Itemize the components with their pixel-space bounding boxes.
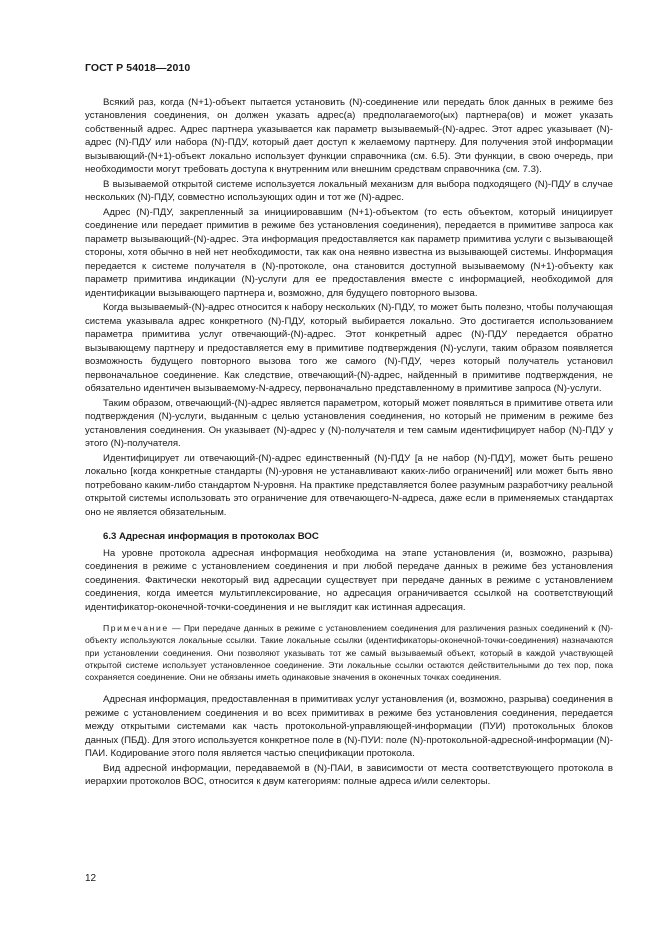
note-label: Примечание [103,623,169,634]
paragraph: Адрес (N)-ПДУ, закрепленный за инициировавшим (N+1)-объектом (то есть объектом, который инициирует соединение или передает примитив в режиме без установления соединения), передается в примитиве запроса как параметр вызывающий-(N)-адрес. Эта информация предоставляется как параметр примитива услуги с вызывающей стороны, хотя обычно в ней нет необходимости, так как она неявно известна из вызывающей системы. Информация передается к системе получателя в (N)-протоколе, она становится доступной вызываемому (N+1)-объекту как параметр примитива индикации (N)-услуги для ее предоставления вместе с информацией, необходимой для идентификации вызывающего партнера и, возможно, для будущего повторного вызова. [85,207,613,299]
note [85,622,613,683]
page-number: 12 [85,873,97,884]
document-body [85,96,613,790]
paragraph: Адресная информация, предоставленная в примитивах услуг установления (и, возможно, разрыва) соединения в режиме с установлением соединения и во всех примитивах в режиме без установления соединения, передается между открытыми системами как часть протокольной-управляющей-информации (ПУИ) протокольных блоков данных (ПБД). Для этого используется конкретное поле в (N)-ПУИ: поле (N)-протокольной-адресной-информации (N)-ПАИ. Кодирование этого поля является частью спецификации протокола. [85,694,613,760]
paragraph: Вид адресной информации, передаваемой в (N)-ПАИ, в зависимости от места соответствующего протокола в иерархии протоколов ВОС, относится к двум категориям: полные адреса и/или селекторы. [85,762,613,788]
paragraph: Всякий раз, когда (N+1)-объект пытается установить (N)-соединение или передать блок данных в режиме без установления соединения, он должен указать адрес(а) предполагаемого(ых) партнера(ов) и может указать собственный адрес. Адрес партнера указывается как параметр вызываемый-(N)-адрес. Этот адрес указывает (N)-адрес (N)-ПДУ или набора (N)-ПДУ, который дает доступ к желаемому партнеру. Для получения этой информации вызывающий-(N+1)-объект локально использует функции справочника (см. 6.5). Эти функции, в свою очередь, при необходимости могут требовать доступа к внутренним или внешним средствам справочника (см. 7.3). [85,97,613,176]
paragraph: Таким образом, отвечающий-(N)-адрес является параметром, который может появляться в примитиве ответа или подтверждения (N)-услуги, выданным с целью установления соединения, но который не применим в режиме без установления соединения. Он указывает (N)-адрес у (N)-получателя и тем самым идентифицирует набор (N)-ПДУ у этого (N)-получателя. [85,397,613,450]
document-header: ГОСТ Р 54018—2010 [85,62,191,74]
note-text: — При передаче данных в режиме с установлением соединения для различения разных соединений к (N)-объекту используются локальные ссылки. Такие локальные ссылки (идентификаторы-оконечной-точки-соединения) назначаются при установлении соединения. Они позволяют указывать тот же самый вызываемый объект, который в каждой участвующей открытой системе использует установленное соединение. Эти локальные ссылки остаются действительными до тех пор, пока сохраняется соединение. Они не обязаны иметь одинаковые значения в оконечных точках соединения. [85,623,613,683]
section-heading: 6.3 Адресная информация в протоколах ВОС [103,530,319,542]
paragraph: В вызываемой открытой системе используется локальный механизм для выбора подходящего (N)-ПДУ в случае нескольких (N)-ПДУ, совместно использующих один и тот же (N)-адрес. [85,178,613,204]
paragraph: Когда вызываемый-(N)-адрес относится к набору нескольких (N)-ПДУ, то может быть полезно, чтобы получающая система указывала адрес конкретного (N)-ПДУ, который выбирается локально. Это достигается использованием параметра примитива услуг отвечающий-(N)-адрес. Этот конкретный адрес (N)-ПДУ передается обратно вызывающему партнеру и предоставляется ему в примитиве подтверждения (N)-услуги, таким образом появляется возможность будущего повторного вызова того же самого (N)-ПДУ, через который получатель установил первоначальное соединение. Как следствие, отвечающий-(N)-адрес, найденный в примитиве подтверждения, не обязательно идентичен вызываемому-N-адресу, первоначально представленному в примитиве запроса (N)-услуги. [85,302,613,395]
paragraph: На уровне протокола адресная информация необходима на этапе установления (и, возможно, разрыва) соединения в режиме с установлением соединения и при любой передаче данных в режиме без установления соединения. Фактически некоторый вид адресации существует при передаче данных в режиме с установлением соединения, когда имеется мультиплексирование, но адресация ограничивается ссылкой на соответствующий идентификатор-оконечной-точки-соединения и не выглядит как истинная адресация. [85,547,613,613]
paragraph: Идентифицирует ли отвечающий-(N)-адрес единственный (N)-ПДУ [а не набор (N)-ПДУ], может быть решено локально [когда конкретные стандарты (N)-уровня не устанавливают каких-либо ограничений] или может быть явно потребовано каким-либо стандартом N-уровня. На практике представляется более разумным разработчику реальной открытой системы использовать это ограничение для отвечающего-N-адреса, даже если в применяемых стандартах оно не является обязательным. [85,452,613,518]
